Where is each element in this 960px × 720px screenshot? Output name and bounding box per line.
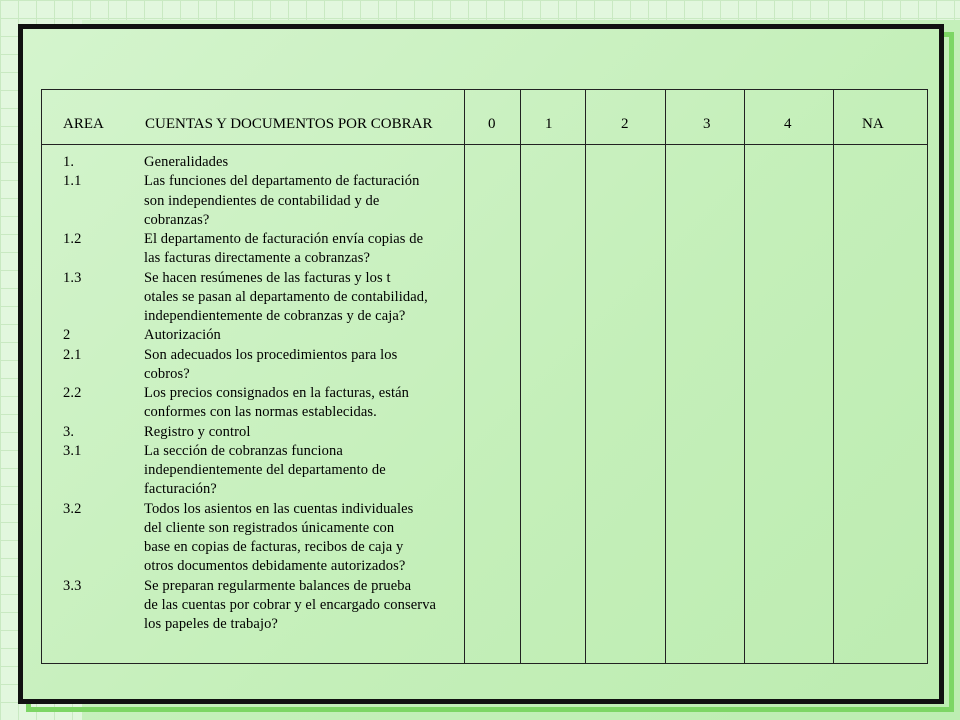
table-row <box>63 539 403 556</box>
table-row <box>63 481 217 498</box>
row-text: Las funciones del departamento de facturación <box>144 173 420 190</box>
row-text: Se hacen resúmenes de las facturas y los t <box>144 269 391 286</box>
table-row <box>63 366 190 383</box>
row-number: 3.3 <box>63 577 82 594</box>
table-row <box>63 385 409 402</box>
row-number: 1.3 <box>63 269 82 286</box>
header-score-0: 0 <box>488 116 496 132</box>
row-number: 1.1 <box>63 173 82 190</box>
row-text: independientemente del departamento de <box>144 462 386 478</box>
table-row <box>63 289 428 306</box>
row-number: 2.2 <box>63 385 82 401</box>
table-row <box>63 270 391 287</box>
header-score-2: 2 <box>621 116 629 132</box>
table-row <box>63 173 419 190</box>
column-divider-na <box>833 89 834 664</box>
table-row <box>63 154 228 171</box>
row-text: Autorización <box>144 327 221 344</box>
row-text: El departamento de facturación envía copias de <box>144 231 424 247</box>
row-text: Se preparan regularmente balances de prueba <box>144 577 412 594</box>
table-row <box>63 597 436 614</box>
row-number: 2.1 <box>63 346 82 363</box>
row-text: de las cuentas por cobrar y el encargado conserva <box>144 596 437 613</box>
row-text: otros documentos debidamente autorizados? <box>144 558 406 575</box>
table-row <box>63 462 386 479</box>
table-row <box>63 193 379 210</box>
table-row <box>63 616 278 633</box>
table-row <box>63 231 423 248</box>
grid-background-top <box>0 0 960 20</box>
table-row <box>63 578 411 595</box>
row-text: facturación? <box>144 481 217 498</box>
row-text: son independientes de contabilidad y de <box>144 192 380 209</box>
column-divider-2 <box>585 89 586 664</box>
table-row <box>63 501 413 518</box>
row-text: cobranzas? <box>144 211 210 228</box>
table-row <box>63 558 405 575</box>
row-text: Todos los asientos en las cuentas individuales <box>144 500 414 517</box>
header-divider <box>41 144 928 145</box>
table-row <box>63 347 397 364</box>
table-row <box>63 250 370 267</box>
header-area: AREA <box>63 116 104 132</box>
row-text: Registro y control <box>144 423 251 440</box>
table-row <box>63 212 209 229</box>
row-text: Generalidades <box>144 154 229 170</box>
row-text: los papeles de trabajo? <box>144 616 278 632</box>
table-row <box>63 424 251 441</box>
row-text: Son adecuados los procedimientos para los <box>144 346 398 363</box>
row-number: 3.2 <box>63 500 82 517</box>
header-title: CUENTAS Y DOCUMENTOS POR COBRAR <box>145 116 433 132</box>
header-score-3: 3 <box>703 116 711 132</box>
row-text: conformes con las normas establecidas. <box>144 404 377 421</box>
row-text: del cliente son registrados únicamente con <box>144 519 395 536</box>
row-text: Los precios consignados en la facturas, están <box>144 385 410 401</box>
row-text: base en copias de facturas, recibos de caja y <box>144 539 404 555</box>
row-text: cobros? <box>144 365 190 382</box>
row-text: otales se pasan al departamento de contabilidad, <box>144 288 428 305</box>
table-row <box>63 404 377 421</box>
header-score-1: 1 <box>545 116 553 132</box>
row-text: La sección de cobranzas funciona <box>144 442 343 459</box>
row-text: las facturas directamente a cobranzas? <box>144 250 371 267</box>
header-score-4: 4 <box>784 116 792 132</box>
column-divider-3 <box>665 89 666 664</box>
table-row <box>63 308 405 325</box>
row-number: 1. <box>63 154 75 170</box>
header-na: NA <box>862 116 884 132</box>
column-divider-0 <box>464 89 465 664</box>
column-divider-4 <box>744 89 745 664</box>
column-divider-1 <box>520 89 521 664</box>
row-text: independientemente de cobranzas y de caja? <box>144 308 406 324</box>
row-number: 2 <box>63 327 71 344</box>
row-number: 3.1 <box>63 442 82 459</box>
table-row <box>63 327 221 344</box>
table-row <box>63 520 394 537</box>
table-row <box>63 443 343 460</box>
row-number: 1.2 <box>63 231 82 247</box>
row-number: 3. <box>63 423 75 440</box>
